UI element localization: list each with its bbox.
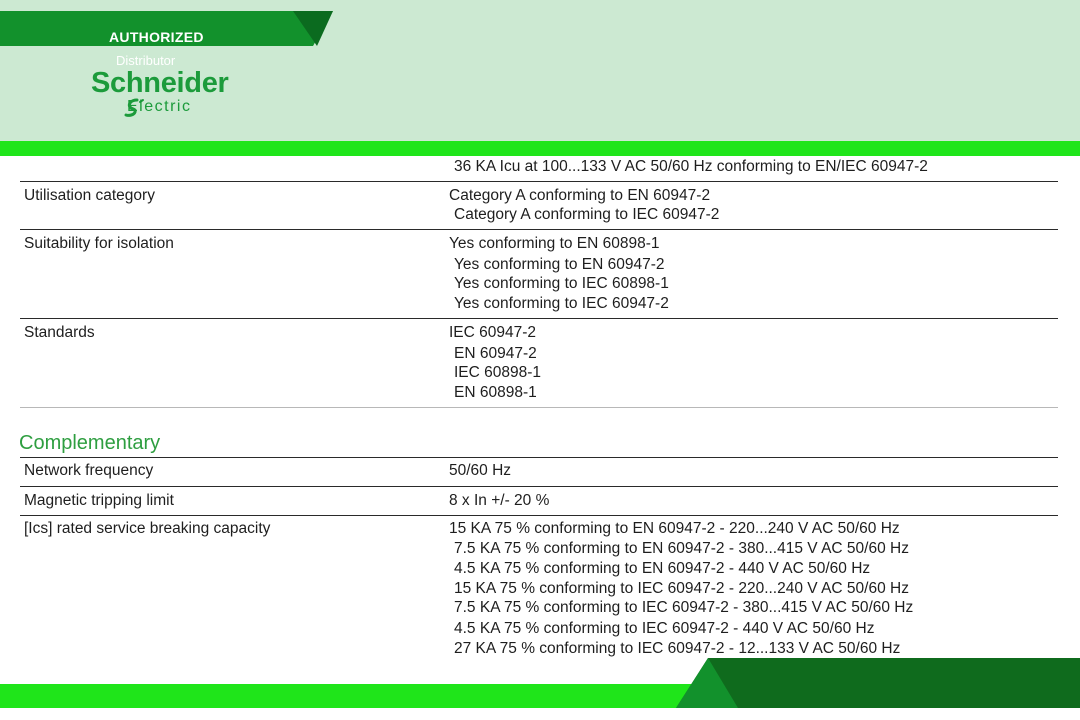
standards-value: IEC 60898-1: [454, 364, 542, 381]
isolation-value: Yes conforming to IEC 60898-1: [454, 275, 669, 292]
standards-value: IEC 60947-2: [449, 324, 537, 341]
footer-ribbon: [676, 658, 1080, 708]
utilisation-category-value: Category A conforming to EN 60947-2: [449, 187, 711, 204]
standards-value: EN 60898-1: [454, 384, 537, 401]
row-divider: [20, 515, 1058, 516]
row-divider: [20, 181, 1058, 182]
ics-value: 27 KA 75 % conforming to IEC 60947-2 - 12...133 V AC 50/60 Hz: [454, 640, 901, 657]
header-strip: [0, 141, 1080, 156]
section-title: Complementary: [19, 432, 161, 454]
network-frequency-value: 50/60 Hz: [449, 462, 512, 479]
breaking-capacity-value: 36 KA Icu at 100...133 V AC 50/60 Hz conforming to EN/IEC 60947-2: [454, 158, 928, 175]
row-divider: [20, 229, 1058, 230]
ics-value: 15 KA 75 % conforming to EN 60947-2 - 220...240 V AC 50/60 Hz: [449, 520, 900, 537]
isolation-value: Yes conforming to EN 60898-1: [449, 235, 660, 252]
ics-value: 7.5 KA 75 % conforming to EN 60947-2 - 380...415 V AC 50/60 Hz: [454, 540, 909, 557]
isolation-value: Yes conforming to EN 60947-2: [454, 256, 665, 273]
row-divider: [20, 486, 1058, 487]
distributor-label: Distributor: [116, 53, 176, 68]
isolation-value: Yes conforming to IEC 60947-2: [454, 295, 669, 312]
schneider-logo-text: Schneider: [91, 67, 229, 99]
isolation-label: Suitability for isolation: [24, 235, 174, 252]
header-banner: [0, 0, 1080, 141]
utilisation-category-value: Category A conforming to IEC 60947-2: [454, 206, 720, 223]
authorized-label: AUTHORIZED: [109, 29, 204, 45]
ics-value: 4.5 KA 75 % conforming to EN 60947-2 - 440 V AC 50/60 Hz: [454, 560, 871, 577]
row-divider: [20, 457, 1058, 458]
utilisation-category-label: Utilisation category: [24, 187, 155, 204]
ics-label: [Ics] rated service breaking capacity: [24, 520, 271, 537]
magnetic-tripping-value: 8 x In +/- 20 %: [449, 492, 550, 509]
ics-value: 15 KA 75 % conforming to IEC 60947-2 - 220...240 V AC 50/60 Hz: [454, 580, 909, 597]
row-divider: [20, 318, 1058, 319]
magnetic-tripping-label: Magnetic tripping limit: [24, 492, 174, 509]
network-frequency-label: Network frequency: [24, 462, 154, 479]
row-divider: [20, 407, 1058, 408]
standards-label: Standards: [24, 324, 95, 341]
ics-value: 7.5 KA 75 % conforming to IEC 60947-2 - 380...415 V AC 50/60 Hz: [454, 599, 914, 616]
ics-value: 4.5 KA 75 % conforming to IEC 60947-2 - 440 V AC 50/60 Hz: [454, 620, 875, 637]
standards-value: EN 60947-2: [454, 345, 537, 362]
electric-logo-text: Electric: [127, 98, 192, 115]
